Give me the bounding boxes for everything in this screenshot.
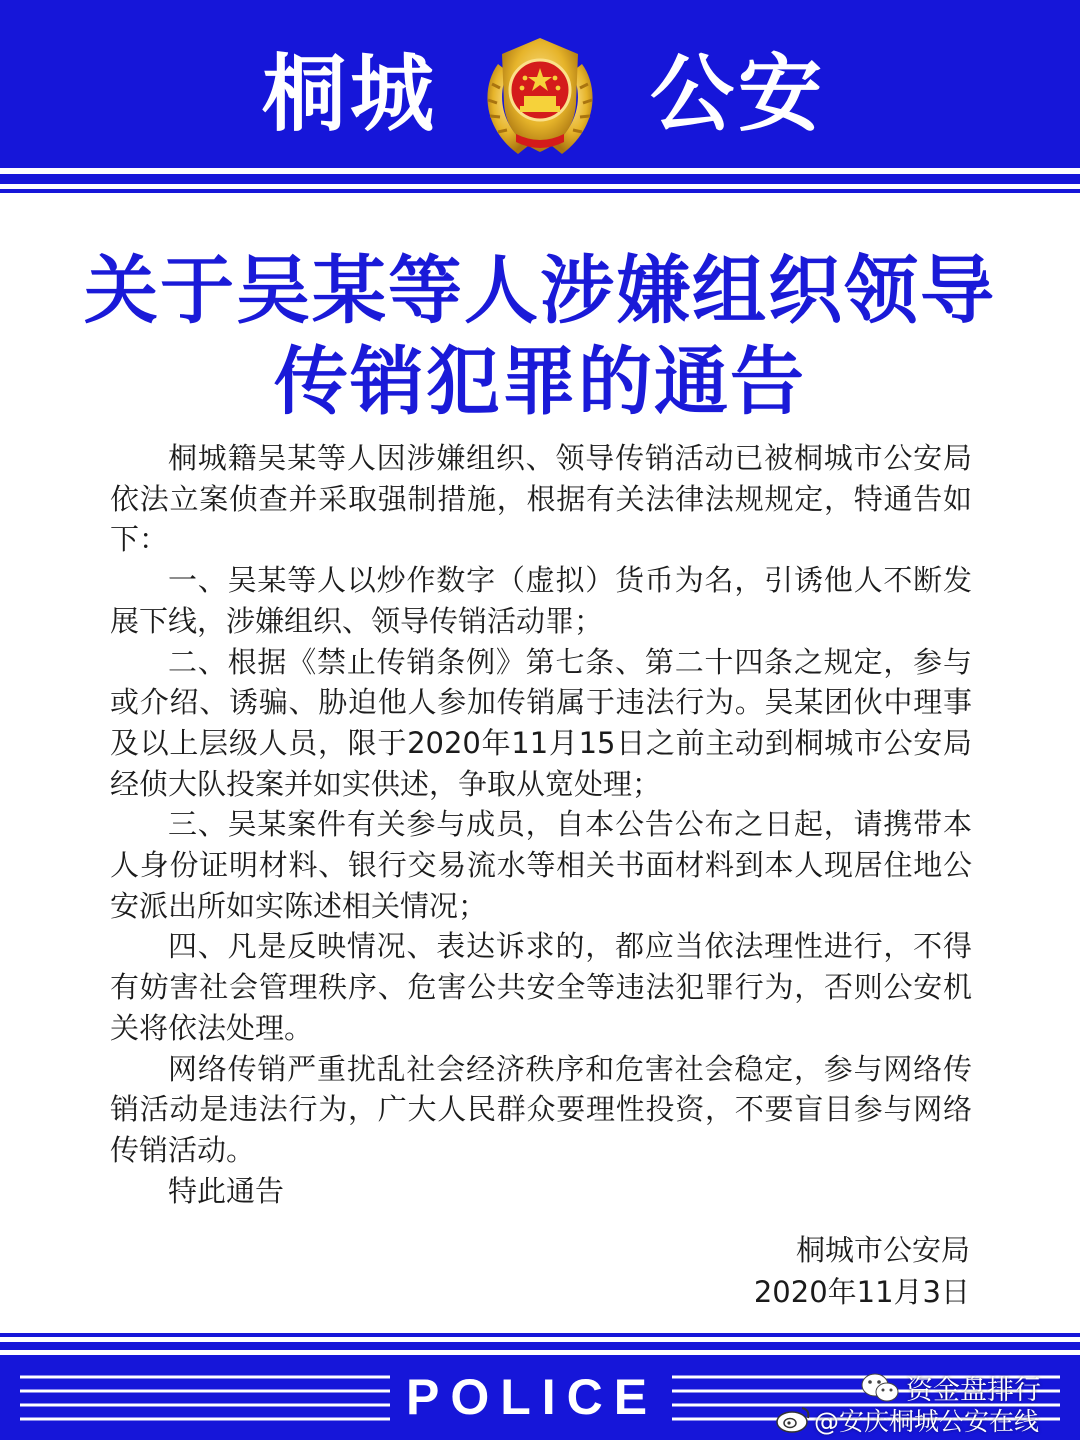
body-paragraph-item-1: 一、吴某等人以炒作数字（虚拟）货币为名，引诱他人不断发展下线，涉嫌组织、领导传销活动罪； <box>110 563 972 638</box>
body-paragraph-warning: 网络传销严重扰乱社会经济秩序和危害社会稳定，参与网络传销活动是违法行为，广大人民群众要理性投资，不要盲目参与网络传销活动。 <box>110 1051 972 1167</box>
header-title-right: 公安 <box>650 45 827 143</box>
weibo-icon <box>774 1402 814 1434</box>
footer-police-label: POLICE <box>406 1362 656 1432</box>
body-paragraph-item-3: 三、吴某案件有关参与成员，自本公告公布之日起，请携带本人身份证明材料、银行交易流水等相关书面材料到本人现居住地公安派出所如实陈述相关情况； <box>110 807 972 923</box>
footer-divider-thick <box>0 1342 1080 1350</box>
headline-line-2: 传销犯罪的通告 <box>274 339 806 425</box>
header-divider-thin <box>0 189 1080 193</box>
signature-date: 2020年11月3日 <box>753 1275 970 1309</box>
header-banner <box>0 0 1080 168</box>
wechat-watermark-label: 资金盘排行 <box>906 1375 1041 1406</box>
headline-line-1: 关于吴某等人涉嫌组织领导 <box>84 248 996 334</box>
body-paragraph-closing: 特此通告 <box>168 1173 285 1208</box>
body-paragraph-item-2: 二、根据《禁止传销条例》第七条、第二十四条之规定，参与或介绍、诱骗、胁迫他人参加传销属于违法行为。吴某团伙中理事及以上层级人员，限于2020年11月15日之前主动到桐城市公安局经侦大队投案并如实供述，争取从宽处理； <box>110 644 972 801</box>
body-paragraph-item-4: 四、凡是反映情况、表达诉求的，都应当依法理性进行，不得有妨害社会管理秩序、危害公共安全等违法犯罪行为，否则公安机关将依法处理。 <box>110 929 972 1045</box>
notice-body <box>110 438 972 1211</box>
body-paragraph-intro: 桐城籍吴某等人因涉嫌组织、领导传销活动已被桐城市公安局依法立案侦查并采取强制措施，根据有关法律法规规定，特通告如下： <box>110 441 972 557</box>
police-emblem-icon <box>478 34 602 162</box>
weibo-watermark-label: @安庆桐城公安在线 <box>814 1407 1040 1436</box>
signature-issuer: 桐城市公安局 <box>795 1233 970 1267</box>
header-divider-thick <box>0 174 1080 184</box>
wechat-icon <box>860 1372 900 1404</box>
header-title-left: 桐城 <box>262 45 439 143</box>
footer-divider-thin <box>0 1333 1080 1337</box>
